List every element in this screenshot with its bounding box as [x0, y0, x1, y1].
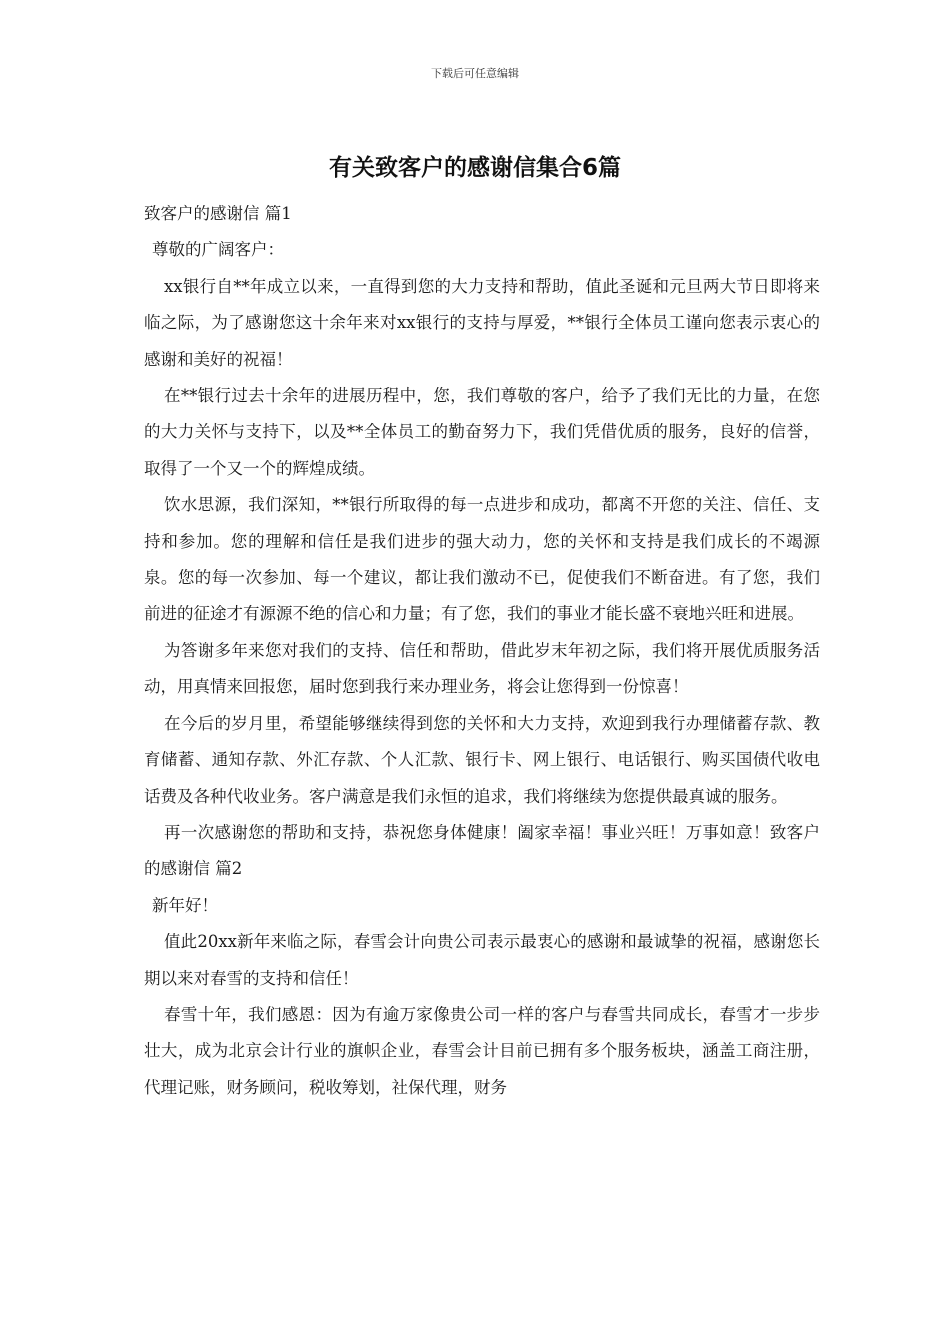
header-note: 下载后可任意编辑	[431, 67, 519, 80]
body-paragraph: xx银行自**年成立以来，一直得到您的大力支持和帮助，值此圣诞和元旦两大节日即将来临之际，为了感谢您这十余年来对xx银行的支持与厚爱，**银行全体员工谨向您表示衷心的感谢和美好的祝福！	[144, 276, 820, 369]
body-paragraph: 再一次感谢您的帮助和支持，恭祝您身体健康！阖家幸福！事业兴旺！万事如意！致客户的感谢信 篇2	[144, 822, 820, 879]
salutation: 尊敬的广阔客户：	[152, 240, 284, 260]
body-paragraph: 饮水思源，我们深知，**银行所取得的每一点进步和成功，都离不开您的关注、信任、支持和参加。您的理解和信任是我们进步的强大动力，您的关怀和支持是我们成长的不竭源泉。您的每一次参加、每一个建议，都让我们激动不已，促使我们不断奋进。有了您，我们前进的征途才有源源不绝的信心和力量；有了您，我们的事业才能长盛不衰地兴旺和进展。	[144, 495, 820, 624]
body-paragraph: 在**银行过去十余年的进展历程中，您，我们尊敬的客户，给予了我们无比的力量，在您的大力关怀与支持下，以及**全体员工的勤奋努力下，我们凭借优质的服务，良好的信誉，取得了一个又一个的辉煌成绩。	[144, 386, 820, 478]
section-heading: 致客户的感谢信 篇1	[144, 204, 292, 223]
body-paragraph: 在今后的岁月里，希望能够继续得到您的关怀和大力支持，欢迎到我行办理储蓄存款、教育储蓄、通知存款、外汇存款、个人汇款、银行卡、网上银行、电话银行、购买国债代收电话费及各种代收业务。客户满意是我们永恒的追求，我们将继续为您提供最真诚的服务。	[144, 713, 820, 806]
document-title: 有关致客户的感谢信集合6篇	[328, 155, 621, 181]
document-body	[144, 196, 820, 1106]
salutation: 新年好！	[152, 895, 218, 915]
body-paragraph: 值此20xx新年来临之际，春雪会计向贵公司表示最衷心的感谢和最诚挚的祝福，感谢您长期以来对春雪的支持和信任！	[144, 932, 820, 988]
body-paragraph: 春雪十年，我们感恩：因为有逾万家像贵公司一样的客户与春雪共同成长，春雪才一步步壮大，成为北京会计行业的旗帜企业，春雪会计目前已拥有多个服务板块，涵盖工商注册，代理记账，财务顾问，税收筹划，社保代理，财务	[144, 1004, 820, 1097]
body-paragraph: 为答谢多年来您对我们的支持、信任和帮助，借此岁末年初之际，我们将开展优质服务活动，用真情来回报您，届时您到我行来办理业务，将会让您得到一份惊喜！	[144, 640, 820, 697]
